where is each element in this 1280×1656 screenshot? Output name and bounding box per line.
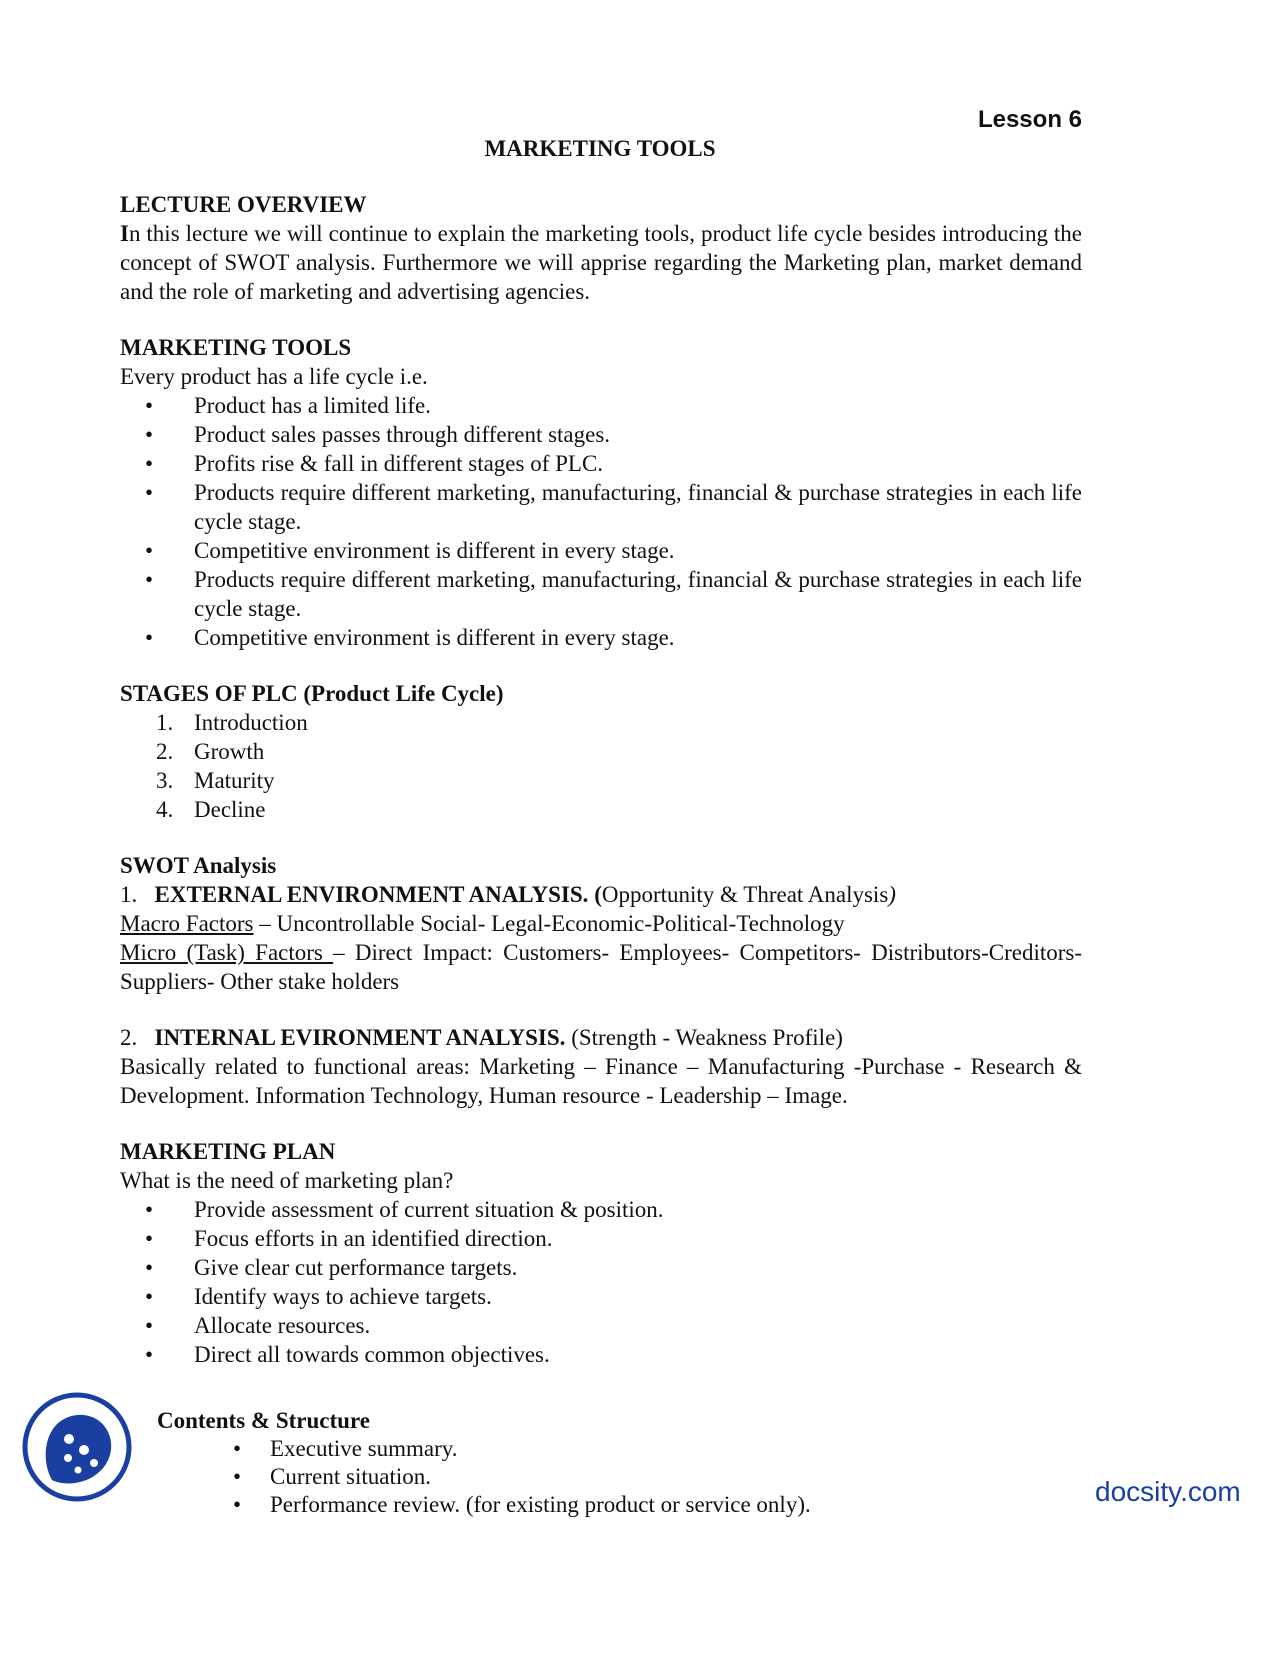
internal-analysis-text: Basically related to functional areas: Marketing – Finance – Manufacturing -Purchase - Research & Development. Information Technology, Human resource - Leadership – Image. — [120, 1054, 1082, 1108]
list-item: • Allocate resources. — [120, 1311, 1082, 1340]
docsity-logo-graphic — [22, 1392, 132, 1502]
list-item: 2. Growth — [156, 739, 265, 764]
docsity-logo-icon[interactable] — [22, 1392, 132, 1502]
bullet-icon: • — [144, 1342, 154, 1367]
bullet-icon: • — [144, 567, 154, 592]
bullet-icon: • — [144, 480, 154, 505]
list-item: 1. Introduction — [156, 710, 308, 735]
internal-analysis-title: 2. INTERNAL EVIRONMENT ANALYSIS. (Strength - Weakness Profile) — [120, 1025, 843, 1050]
marketing-plan-bullet-list — [120, 1195, 1082, 1369]
bullet-icon: • — [144, 538, 154, 563]
swot-heading: SWOT Analysis — [120, 853, 277, 878]
list-item: • Focus efforts in an identified direction. — [120, 1224, 1082, 1253]
list-item: 4. Decline — [156, 797, 266, 822]
marketing-plan-intro: What is the need of marketing plan? — [120, 1168, 454, 1193]
bullet-icon: • — [232, 1464, 242, 1489]
bullet-icon: • — [232, 1492, 242, 1517]
list-item: • Products require different marketing, manufacturing, financial & purchase strategies in each life cycle stage. — [120, 478, 1082, 536]
bullet-icon: • — [232, 1436, 242, 1461]
list-item: • Products require different marketing, manufacturing, financial & purchase strategies in each life cycle stage. — [120, 565, 1082, 623]
plc-stage-list — [120, 708, 1082, 824]
micro-factors: Micro (Task) Factors – Direct Impact: Customers- Employees- Competitors- Distributors-Creditors-Suppliers- Other stake holders — [120, 940, 1082, 994]
list-item: • Give clear cut performance targets. — [120, 1253, 1082, 1282]
bullet-icon: • — [144, 1197, 154, 1222]
contents-structure-heading: Contents & Structure — [157, 1408, 370, 1433]
bullet-icon: • — [144, 393, 154, 418]
list-item: • Identify ways to achieve targets. — [120, 1282, 1082, 1311]
marketing-tools-bullet-list — [120, 391, 1082, 652]
overview-text: n this lecture we will continue to explain the marketing tools, product life cycle besides introducing the concept of SWOT analysis. Furthermore we will apprise regarding the Marketing plan, market demand and the role of marketing and advertising agencies. — [120, 221, 1082, 304]
bullet-icon: • — [144, 1284, 154, 1309]
bullet-icon: • — [144, 422, 154, 447]
bullet-icon: • — [144, 1226, 154, 1251]
list-item: • Competitive environment is different in every stage. — [120, 536, 1082, 565]
list-item: • Competitive environment is different in every stage. — [120, 623, 1082, 652]
macro-factors: Macro Factors – Uncontrollable Social- Legal-Economic-Political-Technology — [120, 911, 845, 936]
marketing-tools-intro: Every product has a life cycle i.e. — [120, 364, 428, 389]
list-item: • Direct all towards common objectives. — [120, 1340, 1082, 1369]
overview-heading: LECTURE OVERVIEW — [120, 192, 367, 217]
list-item: • Performance review. (for existing product or service only). — [157, 1491, 1057, 1519]
list-item: • Profits rise & fall in different stages of PLC. — [120, 449, 1082, 478]
contents-structure-list — [157, 1435, 1057, 1519]
marketing-tools-heading: MARKETING TOOLS — [120, 335, 352, 360]
list-item: • Current situation. — [157, 1463, 1057, 1491]
docsity-watermark-link[interactable]: docsity.com — [1095, 1476, 1241, 1507]
list-item: • Executive summary. — [157, 1435, 1057, 1463]
lesson-number: Lesson 6 — [977, 106, 1082, 133]
bullet-icon: • — [144, 451, 154, 476]
overview-paragraph — [120, 219, 1082, 306]
contents-structure-section — [157, 1407, 1057, 1519]
external-analysis-title: 1. EXTERNAL ENVIRONMENT ANALYSIS. (Opportunity & Threat Analysis) — [120, 882, 896, 907]
list-item: • Product has a limited life. — [120, 391, 1082, 420]
overview-first-letter: I — [120, 221, 129, 246]
marketing-plan-heading: MARKETING PLAN — [120, 1139, 336, 1164]
list-item: 3. Maturity — [156, 768, 275, 793]
document-body — [120, 190, 1082, 1369]
list-item: • Provide assessment of current situation & position. — [120, 1195, 1082, 1224]
bullet-icon: • — [144, 1255, 154, 1280]
list-item: • Product sales passes through different stages. — [120, 420, 1082, 449]
document-title: MARKETING TOOLS — [484, 136, 716, 161]
bullet-icon: • — [144, 625, 154, 650]
plc-heading: STAGES OF PLC (Product Life Cycle) — [120, 681, 504, 706]
bullet-icon: • — [144, 1313, 154, 1338]
